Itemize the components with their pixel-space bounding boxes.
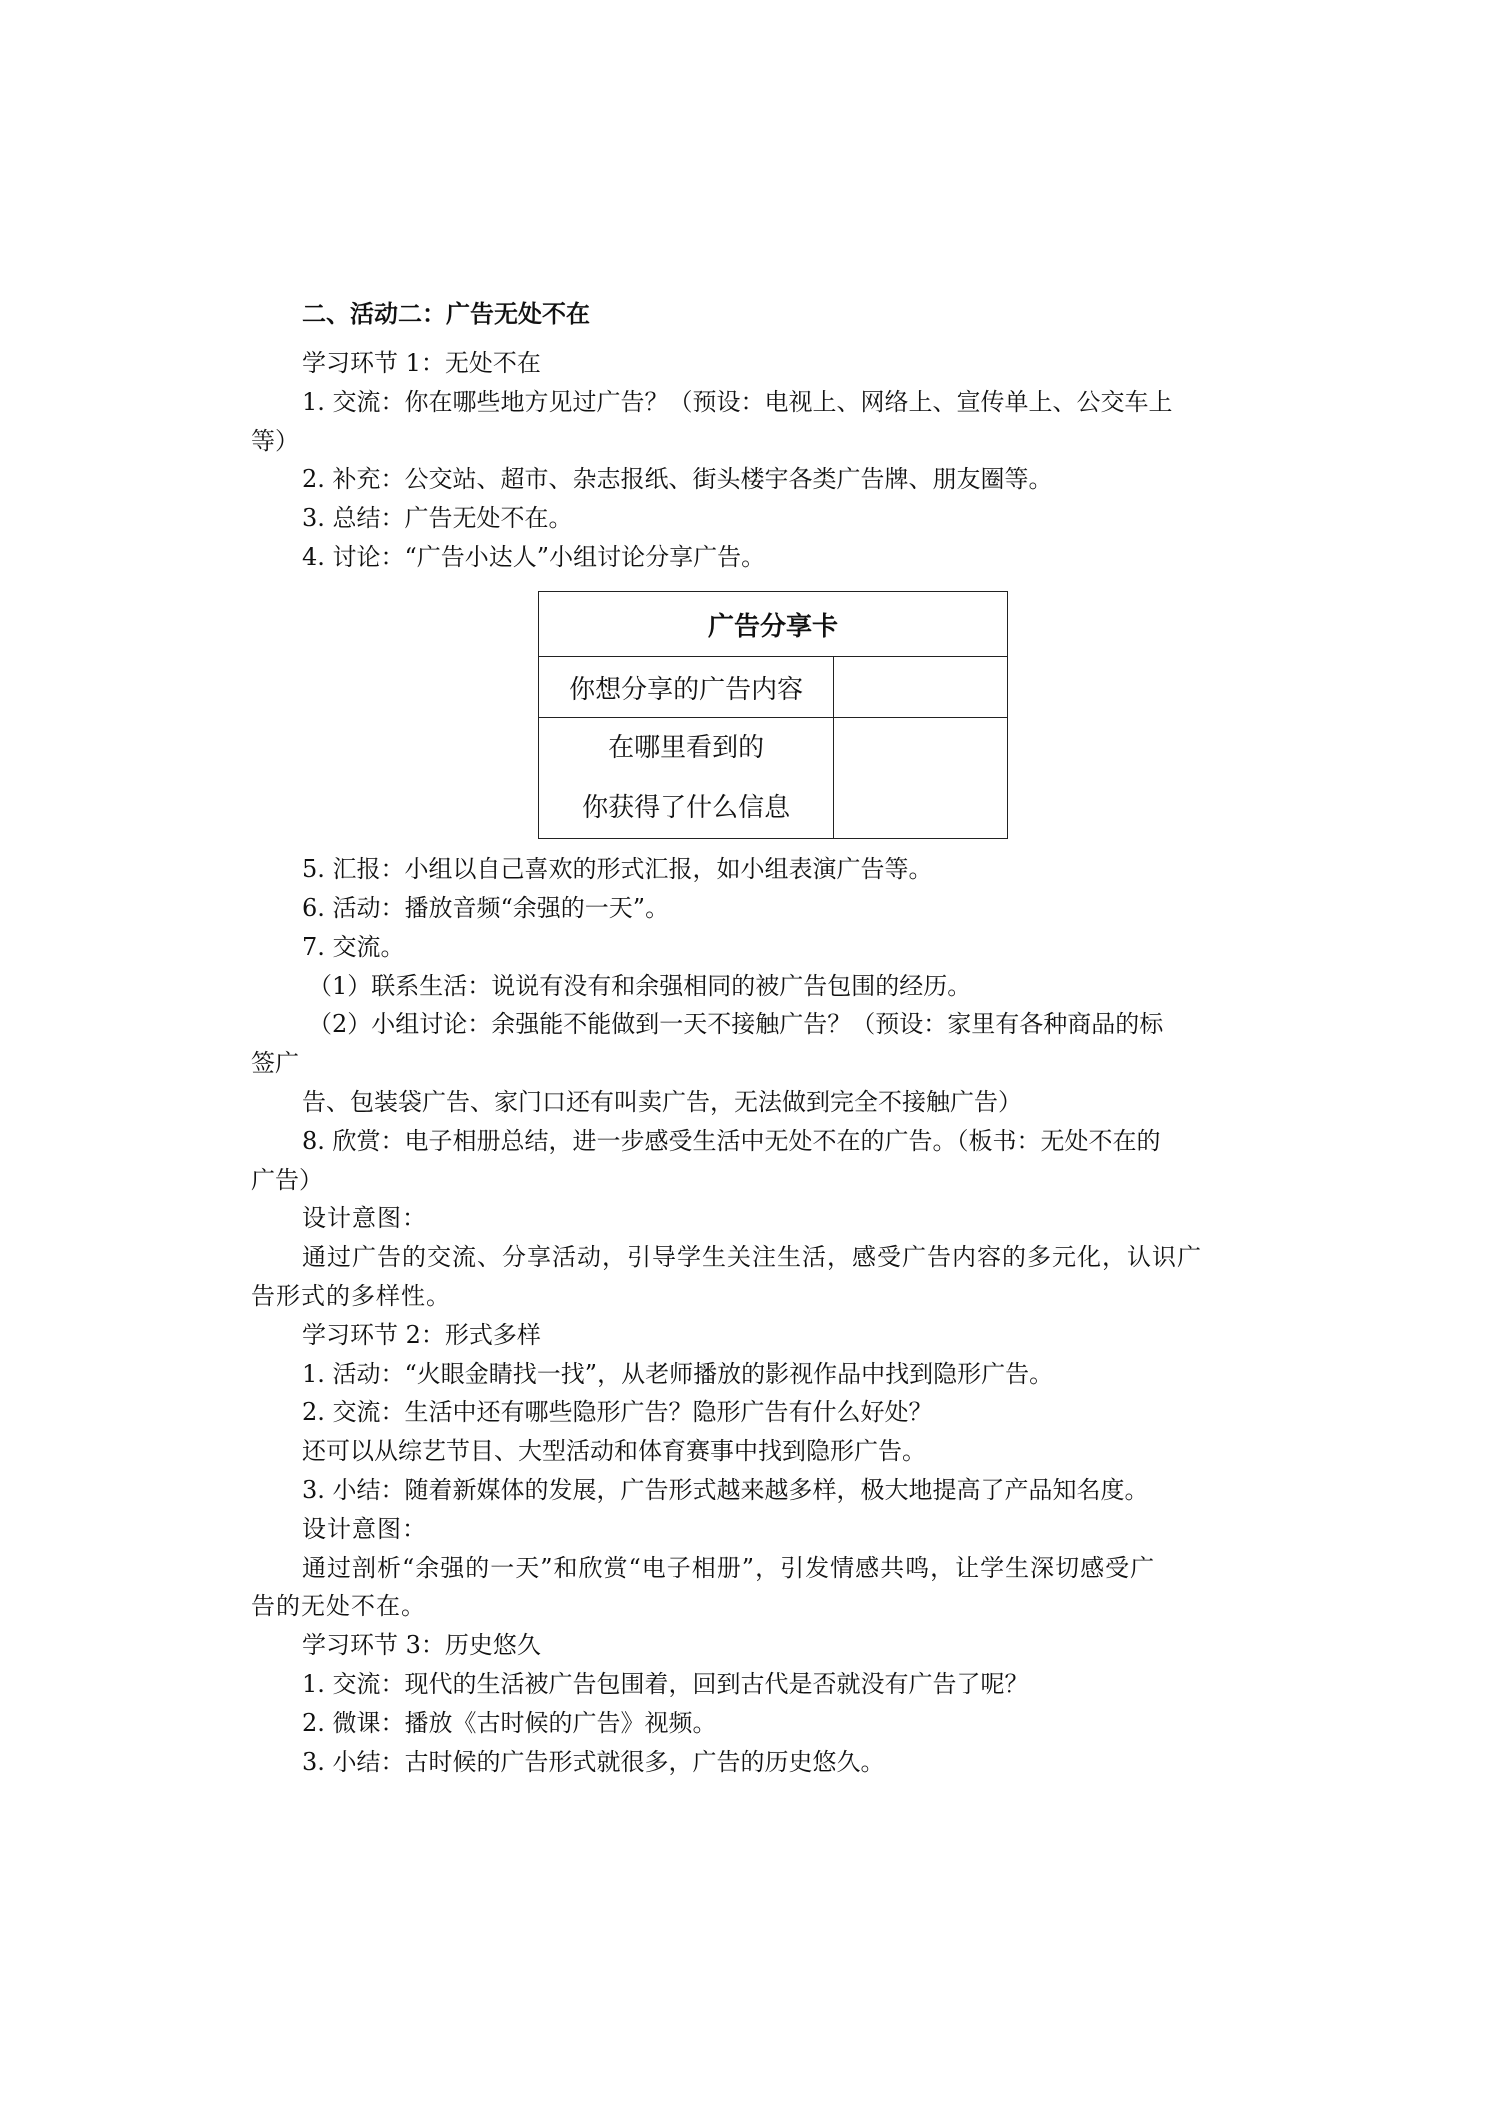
text-line: 签广 xyxy=(251,1049,299,1077)
text-line: 2. 交流：生活中还有哪些隐形广告？隐形广告有什么好处？ xyxy=(302,1398,933,1426)
card-row-label: 你获得了什么信息 xyxy=(582,793,791,823)
text-line: 3. 小结：随着新媒体的发展，广告形式越来越多样，极大地提高了产品知名度。 xyxy=(302,1476,1149,1504)
text-line: 7. 交流。 xyxy=(302,933,405,961)
text-line: （1）联系生活：说说有没有和余强相同的被广告包围的经历。 xyxy=(308,972,972,1000)
card-row-label: 在哪里看到的 xyxy=(608,733,765,763)
card-title: 广告分享卡 xyxy=(539,592,1008,657)
text-line: 告形式的多样性。 xyxy=(251,1282,451,1310)
text-line: 2. 补充：公交站、超市、杂志报纸、街头楼宇各类广告牌、朋友圈等。 xyxy=(302,465,1053,493)
text-line: 告、包装袋广告、家门口还有叫卖广告，无法做到完全不接触广告） xyxy=(302,1088,1022,1116)
text-line: 广告） xyxy=(251,1166,323,1194)
section-heading: 二、活动二：广告无处不在 xyxy=(302,300,590,328)
card-row-value xyxy=(834,718,1008,839)
design-intent-label: 设计意图： xyxy=(302,1515,427,1543)
text-line: 学习环节 2：形式多样 xyxy=(302,1321,541,1349)
text-line: 2. 微课：播放《古时候的广告》视频。 xyxy=(302,1709,717,1737)
design-intent-label: 设计意图： xyxy=(302,1204,427,1232)
text-line: 1. 交流：现代的生活被广告包围着，回到古代是否就没有广告了呢？ xyxy=(302,1670,1029,1698)
text-line: 4. 讨论：“广告小达人”小组讨论分享广告。 xyxy=(302,543,766,571)
text-line: 通过广告的交流、分享活动，引导学生关注生活，感受广告内容的多元化，认识广 xyxy=(302,1243,1202,1271)
text-line: 6. 活动：播放音频“余强的一天”。 xyxy=(302,894,670,922)
text-line: 8. 欣赏：电子相册总结，进一步感受生活中无处不在的广告。（板书：无处不在的 xyxy=(302,1127,1161,1155)
text-line: 3. 小结：古时候的广告形式就很多，广告的历史悠久。 xyxy=(302,1748,885,1776)
card-row-label: 你想分享的广告内容 xyxy=(539,657,834,718)
card-row-value xyxy=(834,657,1008,718)
text-line: 5. 汇报：小组以自己喜欢的形式汇报，如小组表演广告等。 xyxy=(302,855,933,883)
text-line: 1. 交流：你在哪些地方见过广告？（预设：电视上、网络上、宣传单上、公交车上 xyxy=(302,388,1173,416)
ad-share-card xyxy=(538,591,1008,839)
text-line: （2）小组讨论：余强能不能做到一天不接触广告？（预设：家里有各种商品的标 xyxy=(308,1010,1164,1038)
text-line: 1. 活动：“火眼金睛找一找”，从老师播放的影视作品中找到隐形广告。 xyxy=(302,1360,1054,1388)
text-line: 还可以从综艺节目、大型活动和体育赛事中找到隐形广告。 xyxy=(302,1437,926,1465)
text-line: 学习环节 1：无处不在 xyxy=(302,349,541,377)
text-line: 学习环节 3：历史悠久 xyxy=(302,1631,541,1659)
text-line: 告的无处不在。 xyxy=(251,1592,426,1620)
text-line: 等） xyxy=(251,427,299,455)
text-line: 通过剖析“余强的一天”和欣赏“电子相册”，引发情感共鸣，让学生深切感受广 xyxy=(302,1554,1156,1582)
card-row-label-group xyxy=(539,718,834,839)
text-line: 3. 总结：广告无处不在。 xyxy=(302,504,573,532)
